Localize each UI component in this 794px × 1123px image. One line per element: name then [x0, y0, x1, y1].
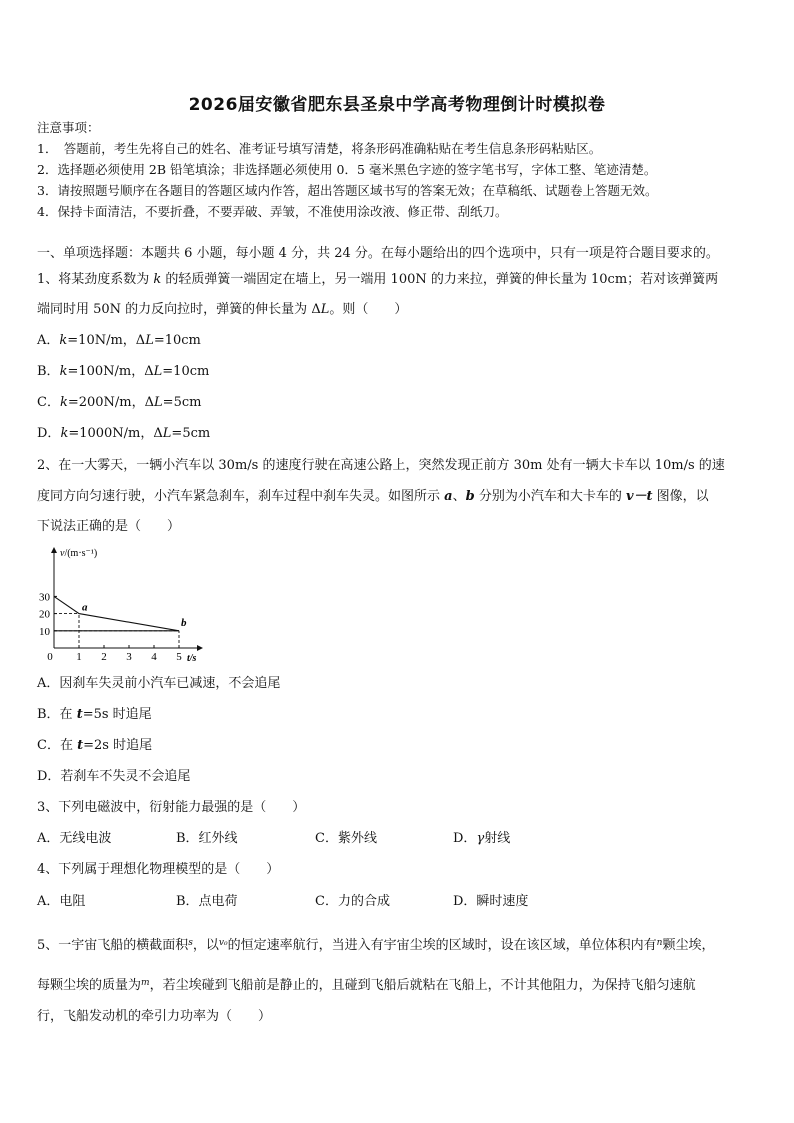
page-title: 2026届安徽省肥东县圣泉中学高考物理倒计时模拟卷: [188, 95, 606, 115]
x-tick-label: 5: [176, 651, 182, 663]
vt-graph: [30, 543, 215, 668]
q5-stem-line1: 5、一宇宙飞船的横截面积$^s$，以$^{v_0}$的恒定速率航行，当进入有宇宙尘埃的区域时，设在该区域，单位体积内有$^n$颗尘埃，: [37, 938, 715, 953]
q3-option-d: D．γ射线: [453, 831, 511, 846]
q1-stem-line2: 端同时用 50N 的力反向拉时，弹簧的伸长量为 ΔL。则（ ）: [37, 302, 408, 317]
q2-option-c: C．在 t=2s 时追尾: [37, 738, 153, 753]
q1-option-c: C．k=200N/m，ΔL=5cm: [37, 395, 202, 410]
q5-stem-line3: 行，飞船发动机的牵引力功率为（ ）: [37, 1009, 272, 1024]
notice-item-1: 1． 答题前，考生先将自己的姓名、准考证号填写清楚，将条形码准确粘贴在考生信息条形码粘贴区。: [37, 141, 602, 156]
y-tick-label: 30: [39, 591, 50, 604]
series-a-line: [54, 596, 179, 630]
series-b-label: b: [181, 616, 187, 629]
q2-stem-line1: 2、在一大雾天，一辆小汽车以 30m/s 的速度行驶在高速公路上，突然发现正前方 30m 处有一辆大卡车以 10m/s 的速: [37, 458, 725, 473]
q4-option-c: C．力的合成: [315, 894, 390, 909]
q3-stem: 3、下列电磁波中，衍射能力最强的是（ ）: [37, 800, 306, 815]
y-axis-label: v/(m·s⁻¹): [60, 548, 98, 559]
q2-option-d: D．若刹车不失灵不会追尾: [37, 769, 191, 784]
notice-item-2: 2．选择题必须使用 2B 铅笔填涂；非选择题必须使用 0．5 毫米黑色字迹的签字笔书写，字体工整、笔迹清楚。: [37, 162, 657, 177]
x-tick-label: 2: [101, 651, 107, 663]
notice-item-3: 3．请按照题号顺序在各题目的答题区域内作答，超出答题区域书写的答案无效；在草稿纸、试题卷上答题无效。: [37, 183, 658, 198]
origin-label: 0: [47, 651, 53, 663]
q2-option-a: A．因刹车失灵前小汽车已减速，不会追尾: [37, 676, 281, 691]
q3-option-b: B．红外线: [176, 831, 238, 846]
section-heading: 一、单项选择题：本题共 6 小题，每小题 4 分，共 24 分。在每小题给出的四个选项中，只有一项是符合题目要求的。: [37, 246, 719, 261]
q2-stem-line2: 度同方向匀速行驶，小汽车紧急刹车，刹车过程中刹车失灵。如图所示 a、b 分别为小汽车和大卡车的 v－t 图像，以: [37, 489, 709, 504]
x-tick-label: 1: [76, 651, 82, 663]
y-tick-label: 20: [39, 608, 50, 621]
q4-option-b: B．点电荷: [176, 894, 238, 909]
q2-stem-line3: 下说法正确的是（ ）: [37, 519, 181, 534]
q3-option-c: C．紫外线: [315, 831, 377, 846]
x-tick-label: 3: [126, 651, 132, 663]
q1-option-d: D．k=1000N/m，ΔL=5cm: [37, 426, 211, 441]
notice-heading: 注意事项：: [37, 120, 100, 135]
q4-stem: 4、下列属于理想化物理模型的是（ ）: [37, 862, 280, 877]
x-axis-label: t/s: [187, 653, 197, 664]
q2-option-b: B．在 t=5s 时追尾: [37, 707, 152, 722]
q5-stem-line2: 每颗尘埃的质量为$^m$，若尘埃碰到飞船前是静止的，且碰到飞船后就粘在飞船上，不计其他阻力，为保持飞船匀速航: [37, 978, 696, 993]
q4-option-d: D．瞬时速度: [453, 894, 529, 909]
q4-option-a: A．电阻: [37, 894, 86, 909]
q1-option-b: B．k=100N/m，ΔL=10cm: [37, 364, 210, 379]
notice-item-4: 4．保持卡面清洁，不要折叠，不要弄破、弄皱，不准使用涂改液、修正带、刮纸刀。: [37, 204, 508, 219]
series-a-label: a: [82, 601, 88, 614]
x-tick-label: 4: [151, 651, 157, 663]
q1-stem-line1: 1、将某劲度系数为 k 的轻质弹簧一端固定在墙上，另一端用 100N 的力来拉，弹簧的伸长量为 10cm；若对该弹簧两: [37, 272, 719, 287]
q3-option-a: A．无线电波: [37, 831, 112, 846]
q1-option-a: A．k=10N/m，ΔL=10cm: [37, 333, 201, 348]
y-tick-label: 10: [39, 625, 50, 638]
